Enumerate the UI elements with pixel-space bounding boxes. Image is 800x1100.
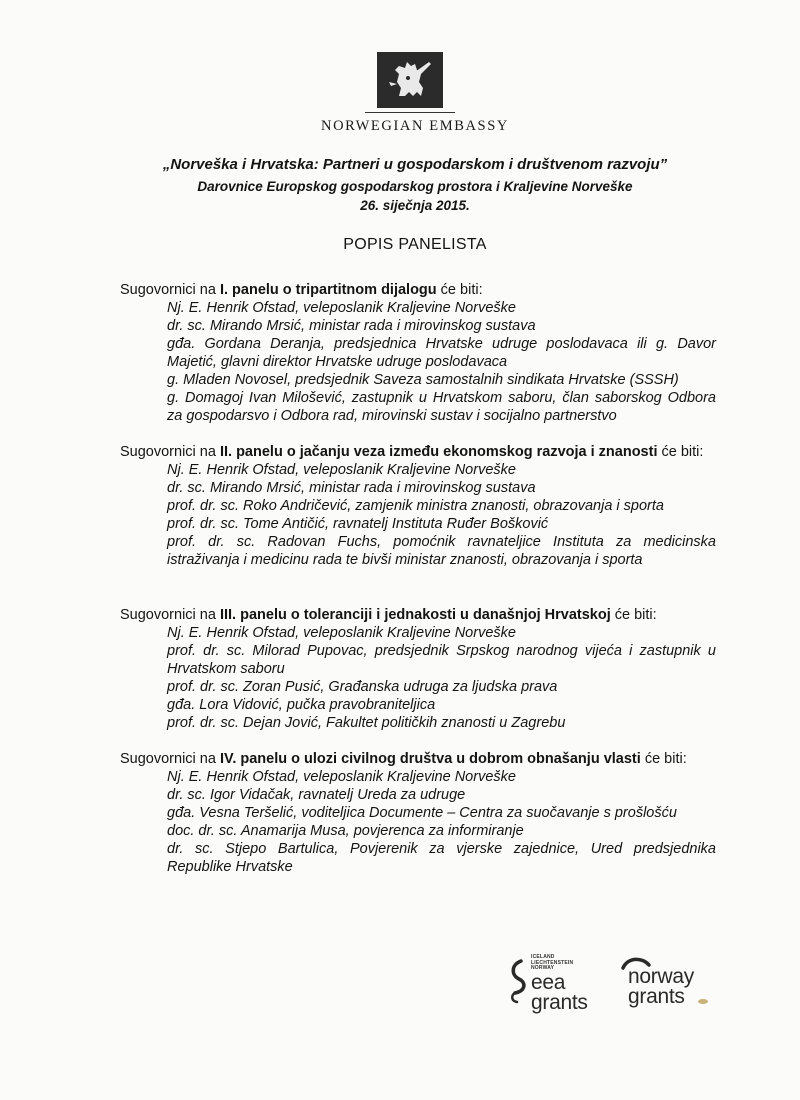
event-title: „Norveška i Hrvatska: Partneri u gospodarskom i društvenom razvoju” [162,156,668,173]
panelist: Nj. E. Henrik Ofstad, veleposlanik Kraljevine Norveške [167,462,516,478]
event-date: 26. siječnja 2015. [360,198,470,213]
panelist-list [120,299,716,425]
panelist: prof. dr. sc. Milorad Pupovac, predsjednik Srpskog narodnog vijeća i zastupnik u Hrvatskom saboru [167,643,716,677]
panelist: doc. dr. sc. Anamarija Musa, povjerenca za informiranje [167,823,524,839]
panelist: Nj. E. Henrik Ofstad, veleposlanik Kraljevine Norveške [167,769,516,785]
panelist: prof. dr. sc. Radovan Fuchs, pomoćnik ravnateljice Instituta za medicinska istraživanja i medicinu rada te bivši ministar znanosti, obrazovanja i sporta [167,534,716,568]
panelist: gđa. Lora Vidović, pučka pravobraniteljica [167,697,436,713]
panelist: prof. dr. sc. Tome Antičić, ravnatelj Instituta Ruđer Bošković [167,516,549,532]
panelist: prof. dr. sc. Roko Andričević, zamjenik ministra znanosti, obrazovanja i sporta [167,498,664,514]
panel-2 [120,443,716,569]
panelist-list [120,461,716,569]
panel-intro: Sugovornici na I. panelu o tripartitnom dijalogu će biti: [120,282,483,298]
panelist-list [120,624,716,732]
panelist: gđa. Gordana Deranja, predsjednica Hrvatske udruge poslodavaca ili g. Davor Majetić, glavni direktor Hrvatske udruge poslodavaca [167,336,716,370]
panel-title: III. panelu o toleranciji i jednakosti u današnjoj Hrvatskoj [219,607,611,623]
eea-wordmark: eea grants [531,971,588,1014]
panel-3 [120,606,716,732]
panel-intro: Sugovornici na III. panelu o toleranciji i jednakosti u današnjoj Hrvatskoj će biti: [120,607,657,623]
panelist: Nj. E. Henrik Ofstad, veleposlanik Kraljevine Norveške [167,625,516,641]
organisation-name: NORWEGIAN EMBASSY [321,118,509,134]
eea-swirl-icon [507,957,533,1007]
norway-wordmark: norway grants [628,965,694,1008]
panel-title: IV. panelu o ulozi civilnog društva u dobrom obnašanju vlasti [219,751,641,767]
header-rule [365,112,455,113]
panel-title: II. panelu o jačanju veza između ekonomskog razvoja i znanosti [219,444,658,460]
panelist: prof. dr. sc. Zoran Pusić, Građanska udruga za ljudska prava [167,679,558,695]
panelist: gđa. Vesna Teršelić, voditeljica Documente – Centra za suočavanje s prošlošću [167,805,677,821]
panelist-list [120,768,716,876]
eea-country-list: ICELAND LIECHTENSTEIN NORWAY [531,954,574,971]
panelist: dr. sc. Stjepo Bartulica, Povjerenik za vjerske zajednice, Ured predsjednika Republike Hrvatske [167,841,716,875]
norway-grants-logo [616,955,716,1015]
panelist: dr. sc. Mirando Mrsić, ministar rada i mirovinskog sustava [167,318,536,334]
panel-intro: Sugovornici na IV. panelu o ulozi civilnog društva u dobrom obnašanju vlasti će biti: [120,751,687,767]
panelist: g. Domagoj Ivan Milošević, zastupnik u Hrvatskom saboru, član saborskog Odbora za gospodarsvo i Odbora rad, mirovinski sustav i socijalno partnerstvo [167,390,716,424]
panel-intro: Sugovornici na II. panelu o jačanju veza između ekonomskog razvoja i znanosti će biti: [120,444,704,460]
list-heading: POPIS PANELISTA [343,236,487,253]
panel-1 [120,281,716,425]
event-subtitle: Darovnice Europskog gospodarskog prostora i Kraljevine Norveške [197,179,633,194]
panelist: prof. dr. sc. Dejan Jović, Fakultet političkih znanosti u Zagrebu [167,715,566,731]
panel-title: I. panelu o tripartitnom dijalogu [219,282,437,298]
norwegian-lion-crest-icon [377,52,443,108]
panelist: Nj. E. Henrik Ofstad, veleposlanik Kraljevine Norveške [167,300,516,316]
panel-4 [120,750,716,876]
panelist: dr. sc. Mirando Mrsić, ministar rada i mirovinskog sustava [167,480,536,496]
panelist: dr. sc. Igor Vidačak, ravnatelj Ureda za udruge [167,787,466,803]
panelist: g. Mladen Novosel, predsjednik Saveza samostalnih sindikata Hrvatske (SSSH) [167,372,679,388]
eea-grants-logo [507,955,603,1015]
norway-dot-mark [698,999,708,1004]
